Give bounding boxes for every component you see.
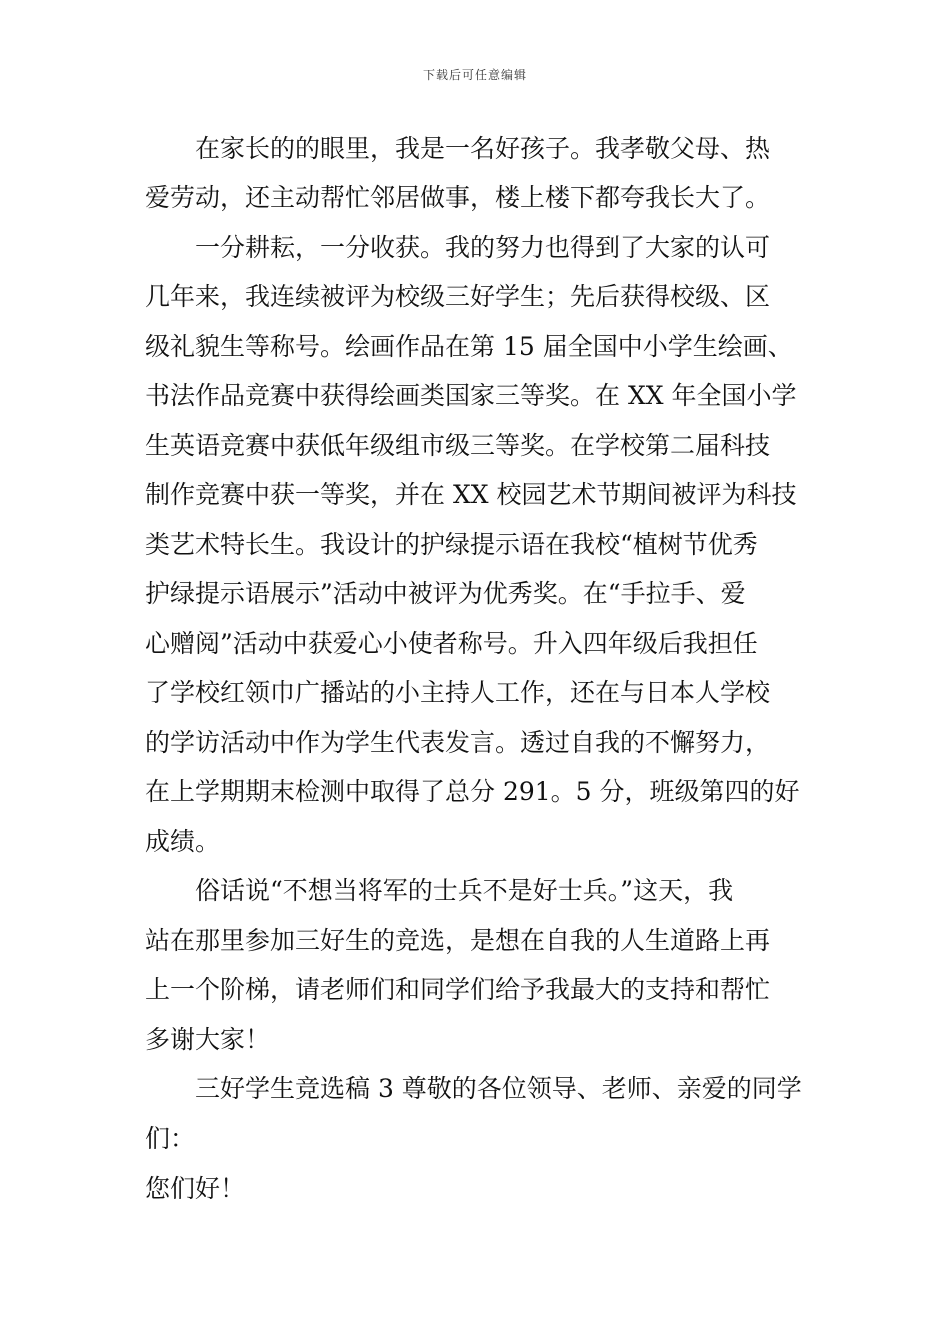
body-line: 俗话说“不想当将军的士兵不是好士兵。”这天，我 xyxy=(145,876,734,905)
body-line: 级礼貌生等称号。绘画作品在第 15 届全国中小学生绘画、 xyxy=(145,332,793,361)
body-line: 心赠阅”活动中获爱心小使者称号。升入四年级后我担任 xyxy=(145,629,758,658)
body-line: 书法作品竞赛中获得绘画类国家三等奖。在 XX 年全国小学 xyxy=(145,381,797,410)
body-line: 类艺术特长生。我设计的护绿提示语在我校“植树节优秀 xyxy=(145,530,758,559)
body-line: 们： xyxy=(145,1124,196,1153)
body-line: 几年来，我连续被评为校级三好学生；先后获得校级、区 xyxy=(145,282,771,311)
body-line: 护绿提示语展示”活动中被评为优秀奖。在“手拉手、爱 xyxy=(145,579,746,608)
body-line: 站在那里参加三好生的竞选，是想在自我的人生道路上再 xyxy=(145,926,771,955)
body-line: 您们好！ xyxy=(145,1174,246,1203)
body-line: 在上学期期末检测中取得了总分 291。5 分，班级第四的好 xyxy=(145,777,800,806)
body-line: 制作竞赛中获一等奖，并在 XX 校园艺术节期间被评为科技 xyxy=(145,480,797,509)
body-line: 生英语竞赛中获低年级组市级三等奖。在学校第二届科技 xyxy=(145,431,771,460)
body-line: 在家长的的眼里，我是一名好孩子。我孝敬父母、热 xyxy=(145,134,771,163)
body-line: 爱劳动，还主动帮忙邻居做事，楼上楼下都夸我长大了。 xyxy=(145,183,771,212)
body-line: 上一个阶梯，请老师们和同学们给予我最大的支持和帮忙 xyxy=(145,975,771,1004)
body-line: 了学校红领巾广播站的小主持人工作，还在与日本人学校 xyxy=(145,678,771,707)
body-line: 的学访活动中作为学生代表发言。透过自我的不懈努力， xyxy=(145,728,771,757)
body-line: 一分耕耘，一分收获。我的努力也得到了大家的认可 xyxy=(145,233,771,262)
body-line: 三好学生竞选稿 3 尊敬的各位领导、老师、亲爱的同学 xyxy=(145,1074,802,1103)
body-line: 成绩。 xyxy=(145,827,221,856)
body-line: 多谢大家！ xyxy=(145,1025,271,1054)
page-header: 下载后可任意编辑 xyxy=(422,68,527,82)
